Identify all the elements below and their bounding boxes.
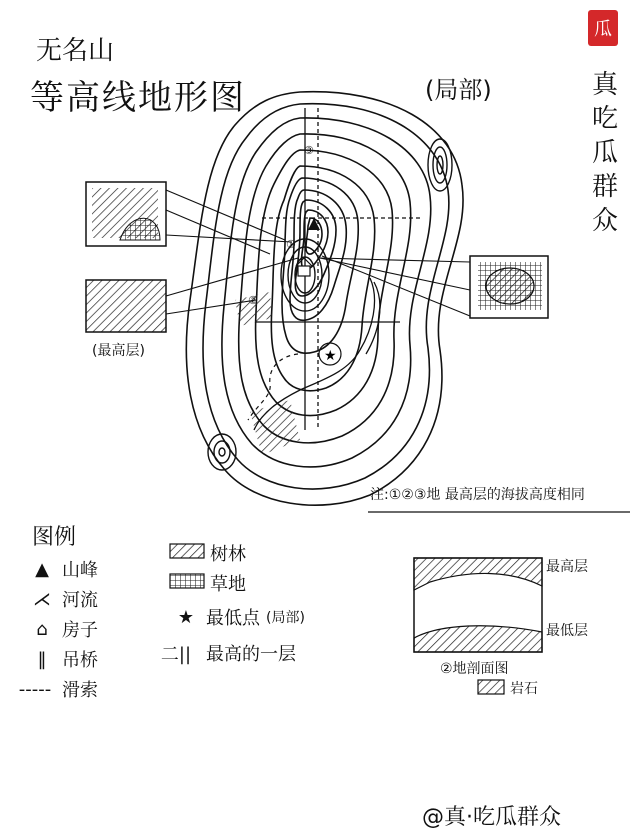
grass-legend-swatch [170, 574, 204, 588]
forest-legend-swatch [170, 544, 204, 558]
signature-char: 众 [591, 206, 618, 236]
profile-bottom-label: 最低层 [546, 623, 588, 639]
legend-item-river: ⋌ 河流 [28, 586, 98, 612]
rock-label: 岩石 [510, 681, 538, 697]
svg-text:②: ② [248, 294, 258, 307]
map-subtitle: (局部) [425, 76, 492, 104]
svg-text:③: ③ [304, 144, 314, 157]
callout-highest-box [86, 280, 166, 332]
river-icon: ⋌ [33, 588, 51, 610]
map-title-name: 无名山 [36, 36, 115, 66]
highest-layer-icon: 二|| [160, 644, 192, 665]
callout-grass-box [470, 256, 548, 318]
map-note: 注:①②③地 最高层的海拔高度相同 [370, 487, 585, 503]
peak-icon: ▲ [35, 558, 49, 580]
contour-lines [186, 92, 463, 505]
legend-item-peak: ▲ 山峰 [28, 556, 98, 582]
profile-diagram [414, 558, 542, 652]
signature-char: 群 [591, 172, 618, 202]
legend-item-zipline: ----- 滑索 [14, 676, 98, 702]
legend-item-house: ⌂ 房子 [28, 616, 98, 642]
map-title: 等高线地形图 [30, 78, 246, 118]
zipline-icon: ----- [18, 678, 52, 700]
legend-item-lowest-point: ★ 最低点 (局部) [172, 604, 305, 630]
legend-item-forest: 树林 [210, 544, 246, 565]
rock-legend-swatch [478, 680, 504, 694]
bridge-icon: ‖ [37, 648, 47, 670]
svg-text:①: ① [286, 238, 296, 251]
legend-item-highest-layer: 二|| 最高的一层 [152, 640, 296, 666]
footer-credit: @真·吃瓜群众 [422, 805, 561, 830]
profile-caption: ②地剖面图 [440, 661, 509, 677]
lowest-point-icon: ★ [177, 606, 195, 628]
legend-item-grass: 草地 [210, 574, 246, 595]
signature-char: 真 [591, 70, 618, 100]
legend-title: 图例 [32, 525, 77, 550]
signature-char: 吃 [591, 104, 618, 134]
callout-forest-box [86, 182, 166, 246]
profile-top-label: 最高层 [546, 559, 588, 575]
legend-item-bridge: ‖ 吊桥 [28, 646, 98, 672]
svg-text:★: ★ [324, 348, 337, 364]
callout-highest-label: (最高层) [92, 343, 145, 359]
signature-char: 瓜 [591, 138, 618, 168]
house-icon: ⌂ [36, 618, 48, 640]
seal-stamp: 瓜 [588, 10, 618, 46]
